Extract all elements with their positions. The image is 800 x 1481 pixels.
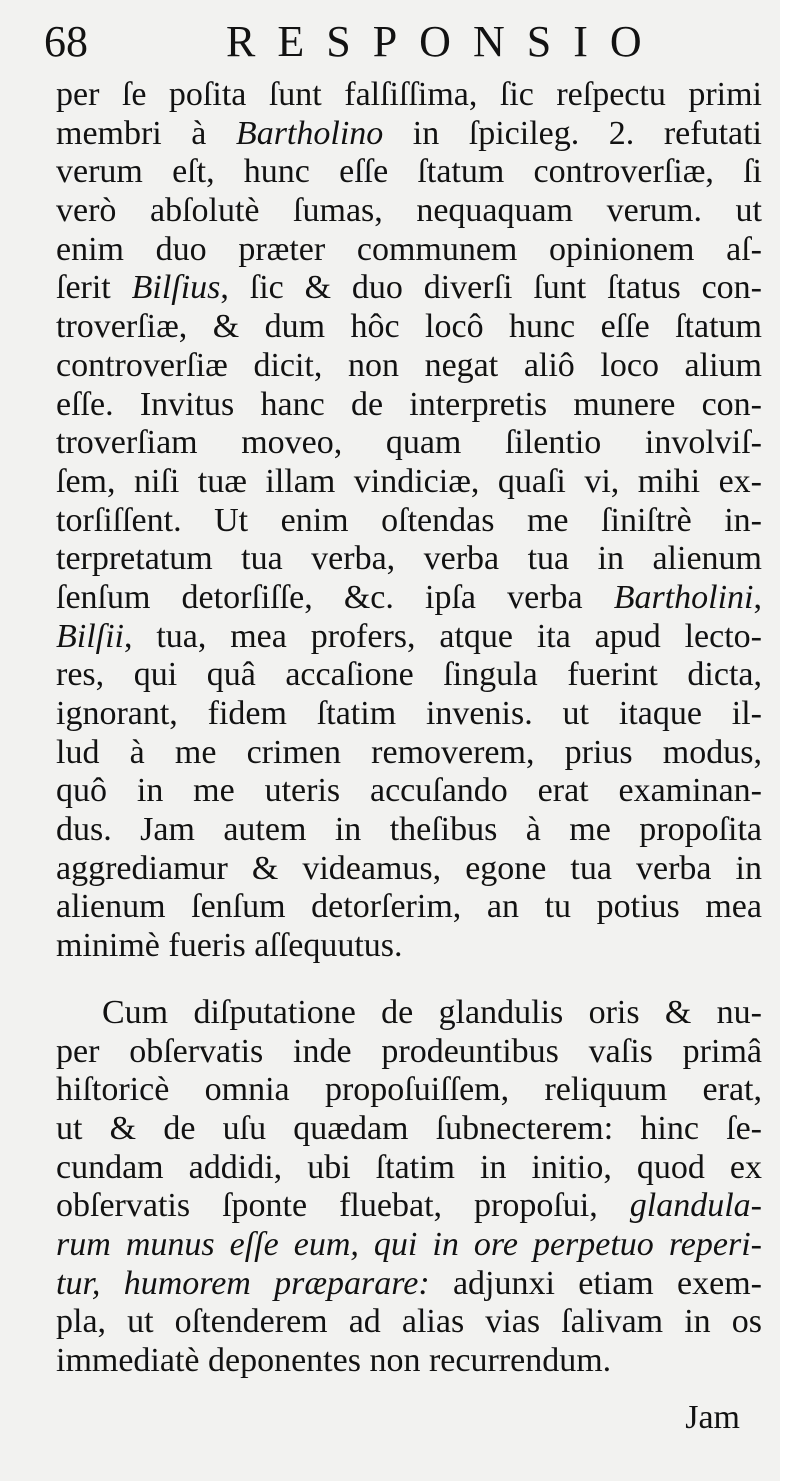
italic-run: Bartholino	[235, 114, 384, 152]
text-run: eſſe. Invitus hanc de interpretis munere con-	[56, 385, 762, 423]
text-line	[56, 1187, 762, 1226]
text-run: immediatè deponentes non recurrendum.	[56, 1342, 612, 1379]
text-run: , tua, mea profers, atque ita apud lecto-	[124, 617, 762, 655]
page-edge	[780, 0, 800, 1481]
page-header	[44, 14, 744, 70]
text-line	[56, 424, 762, 463]
text-run: ut & de uſu quædam ſubnecterem: hinc ſe-	[56, 1109, 762, 1147]
text-line	[56, 850, 762, 889]
text-run: quô in me uteris accuſando erat examinan-	[56, 772, 762, 810]
text-line	[56, 386, 762, 425]
italic-run: tur, humorem præparare:	[56, 1264, 430, 1302]
text-line	[56, 540, 762, 579]
paragraph	[56, 994, 762, 1381]
text-line	[56, 656, 762, 695]
text-run: ſerit	[56, 269, 132, 307]
text-line	[56, 1303, 762, 1342]
text-line	[56, 1110, 762, 1149]
text-run: , ſic & duo diverſi ſunt ſtatus con-	[220, 269, 762, 307]
page-number: 68	[44, 17, 88, 66]
text-line	[56, 308, 762, 347]
text-run: terpretatum tua verba, verba tua in alienum	[56, 540, 762, 578]
text-line	[56, 153, 762, 192]
text-run: obſervatis ſponte fluebat, propoſui,	[56, 1187, 630, 1225]
text-line	[56, 811, 762, 850]
text-run: controverſiæ dicit, non negat aliô loco alium	[56, 346, 762, 384]
text-line	[56, 1071, 762, 1110]
text-line	[56, 734, 762, 773]
text-run: adjunxi etiam exem-	[429, 1264, 762, 1302]
text-run: minimè fueris aſſequutus.	[56, 927, 403, 965]
text-line	[56, 579, 762, 618]
text-run: ſem, niſi tuæ illam vindiciæ, quaſi vi, mihi ex-	[56, 462, 762, 500]
text-line	[56, 1265, 762, 1304]
text-line	[56, 994, 762, 1033]
text-line	[56, 463, 762, 502]
text-line	[56, 1226, 762, 1265]
italic-run: glandula-	[629, 1187, 762, 1225]
text-line	[56, 192, 762, 231]
text-run: ignorant, fidem ſtatim invenis. ut itaque il-	[56, 695, 762, 732]
text-line	[56, 695, 762, 734]
text-run: membri à	[56, 114, 236, 152]
text-run: aggrediamur & videamus, egone tua verba in	[56, 849, 762, 887]
text-line	[56, 76, 762, 115]
text-line	[56, 502, 762, 541]
text-run: hiſtoricè omnia propoſuiſſem, reliquum erat,	[56, 1071, 762, 1109]
text-run: alienum ſenſum detorſerim, an tu potius mea	[56, 888, 762, 926]
text-run: res, qui quâ accaſione ſingula fuerint dicta,	[56, 656, 762, 694]
text-line	[56, 231, 762, 270]
catchword: Jam	[685, 1399, 740, 1436]
text-line	[56, 927, 762, 966]
text-run: troverſiæ, & dum hôc locô hunc eſſe ſtatum	[56, 308, 762, 346]
text-run: in ſpicileg. 2. refutati	[383, 114, 762, 152]
text-line	[56, 888, 762, 927]
text-run: verò abſolutè ſumas, nequaquam verum. ut	[56, 192, 762, 230]
text-line	[56, 1033, 762, 1072]
text-run: Cum diſputatione de glandulis oris & nu-	[102, 993, 762, 1031]
italic-run: Bartholini	[613, 578, 754, 616]
text-run: per obſervatis inde prodeuntibus vaſis primâ	[56, 1032, 762, 1070]
text-run: enim duo præter communem opinionem aſ-	[56, 230, 762, 268]
running-title: RESPONSIO	[226, 17, 664, 66]
text-line	[56, 1149, 762, 1188]
body-text	[56, 76, 762, 1381]
text-run: ſenſum detorſiſſe, &c. ipſa verba	[56, 578, 614, 616]
italic-run: rum munus eſſe eum, qui in ore perpetuo reperi-	[56, 1225, 762, 1263]
text-line	[56, 115, 762, 154]
text-run: verum eſt, hunc eſſe ſtatum controverſiæ, ſi	[56, 153, 762, 191]
text-line	[56, 269, 762, 308]
text-run: dus. Jam autem in theſibus à me propoſita	[56, 811, 762, 849]
text-run: lud à me crimen removerem, prius modus,	[56, 733, 762, 771]
text-run: per ſe poſita ſunt falſiſſima, ſic reſpectu primi	[56, 76, 762, 113]
italic-run: Bilſii	[56, 617, 124, 655]
text-line	[56, 618, 762, 657]
text-run: torſiſſent. Ut enim oſtendas me ſiniſtrè in-	[56, 501, 762, 539]
text-run: ,	[753, 578, 762, 616]
italic-run: Bilſius	[131, 269, 221, 307]
paragraph	[56, 76, 762, 966]
text-line	[56, 772, 762, 811]
text-run: cundam addidi, ubi ſtatim in initio, quod ex	[56, 1148, 762, 1186]
text-run: pla, ut oſtenderem ad alias vias ſalivam in os	[56, 1303, 762, 1341]
text-line	[56, 1342, 762, 1381]
text-run: troverſiam moveo, quam ſilentio involviſ-	[56, 424, 762, 462]
text-line	[56, 347, 762, 386]
